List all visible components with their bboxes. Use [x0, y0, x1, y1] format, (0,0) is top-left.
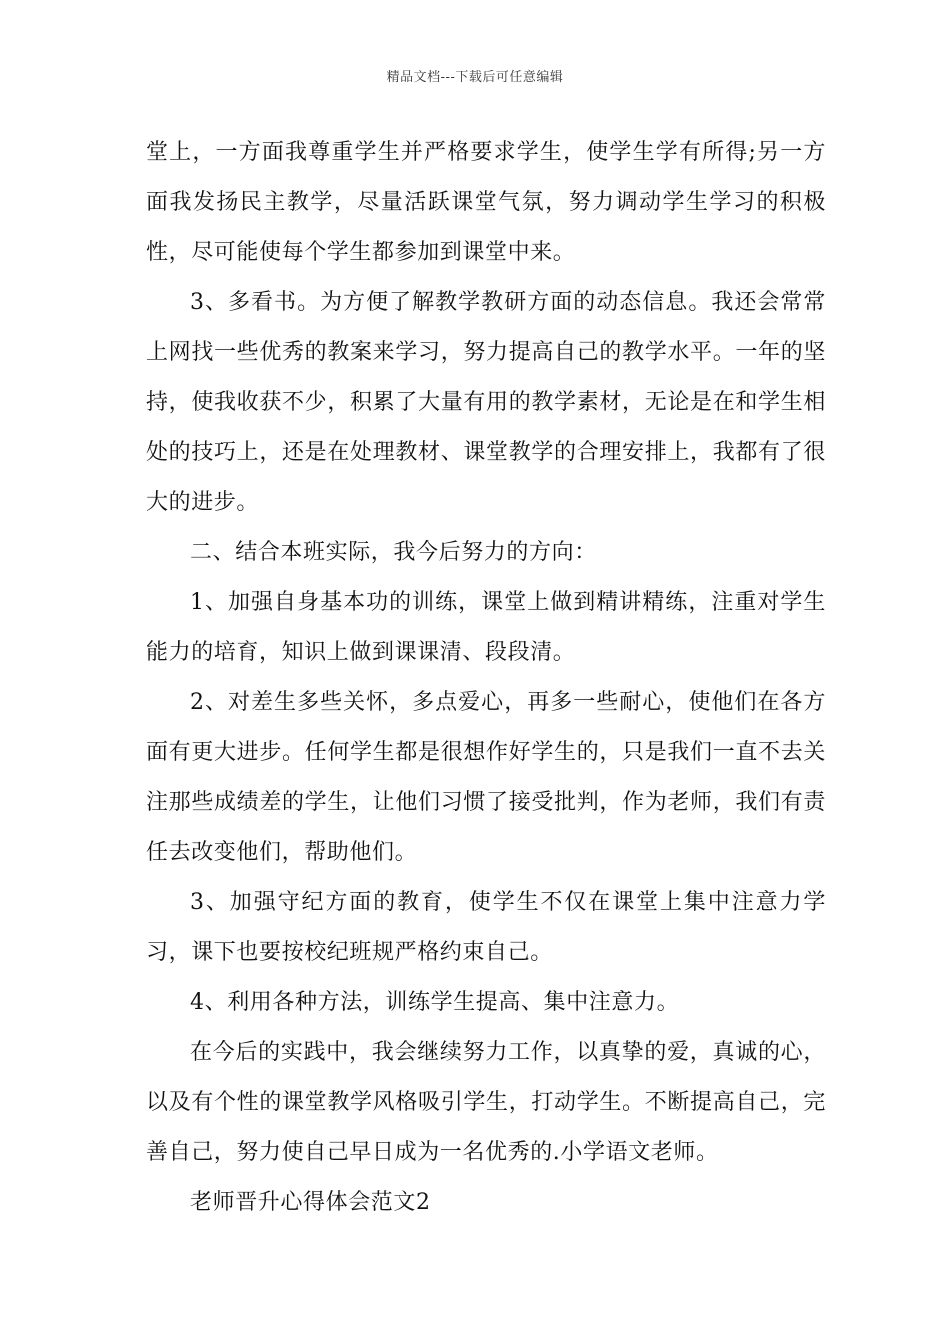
paragraph-read-more: 3、多看书。为方便了解教学教研方面的动态信息。我还会常常上网找一些优秀的教案来学习，努力提高自己的教学水平。一年的坚持，使我收获不少，积累了大量有用的教学素材，无论是在和学生相处的技巧上，还是在处理教材、课堂教学的合理安排上，我都有了很大的进步。 [146, 290, 826, 515]
paragraph-item-4: 4、利用各种方法，训练学生提高、集中注意力。 [190, 990, 680, 1015]
next-article-title: 老师晋升心得体会范文2 [190, 1190, 431, 1215]
paragraph-item-3: 3、加强守纪方面的教育，使学生不仅在课堂上集中注意力学习，课下也要按校纪班规严格约束自己。 [146, 890, 826, 965]
section-heading-future-direction: 二、结合本班实际，我今后努力的方向： [190, 540, 597, 565]
paragraph-continuation: 堂上，一方面我尊重学生并严格要求学生，使学生学有所得;另一方面我发扬民主教学，尽量活跃课堂气氛，努力调动学生学习的积极性，尽可能使每个学生都参加到课堂中来。 [146, 140, 826, 265]
paragraph-conclusion: 在今后的实践中，我会继续努力工作，以真挚的爱，真诚的心，以及有个性的课堂教学风格吸引学生，打动学生。不断提高自己，完善自己，努力使自己早日成为一名优秀的.小学语文老师。 [146, 1040, 826, 1165]
paragraph-item-1: 1、加强自身基本功的训练，课堂上做到精讲精练，注重对学生能力的培育，知识上做到课课清、段段清。 [146, 590, 826, 665]
page-header: 精品文档---下载后可任意编辑 [386, 70, 564, 85]
paragraph-item-2: 2、对差生多些关怀，多点爱心，再多一些耐心，使他们在各方面有更大进步。任何学生都是很想作好学生的，只是我们一直不去关注那些成绩差的学生，让他们习惯了接受批判，作为老师，我们有责任去改变他们，帮助他们。 [146, 690, 826, 865]
document-body [146, 128, 826, 1228]
